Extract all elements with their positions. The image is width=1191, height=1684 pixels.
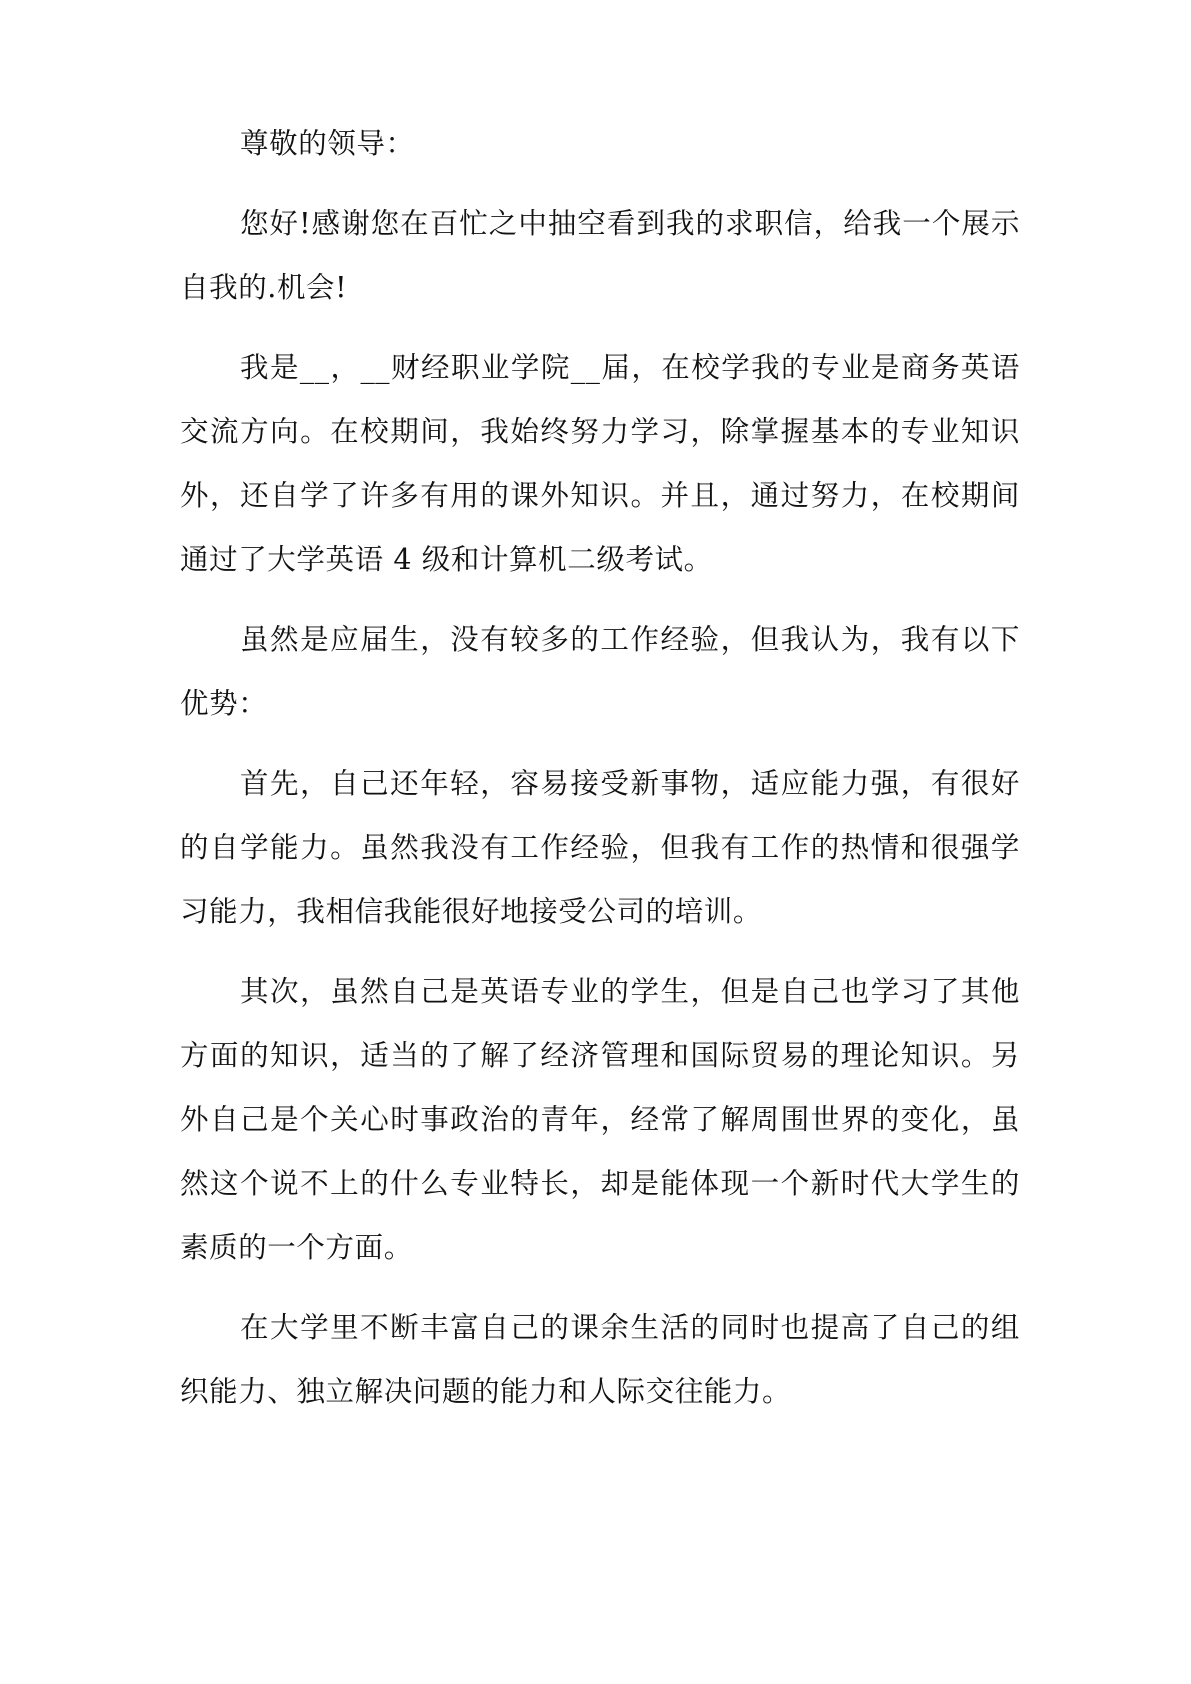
first-advantage-paragraph: 首先，自己还年轻，容易接受新事物，适应能力强，有很好的自学能力。虽然我没有工作经验，但我有工作的热情和很强学习能力，我相信我能很好地接受公司的培训。 [180,767,1020,928]
college-life-paragraph: 在大学里不断丰富自己的课余生活的同时也提高了自己的组织能力、独立解决问题的能力和人际交往能力。 [180,1311,1020,1408]
greeting-paragraph: 您好!感谢您在百忙之中抽空看到我的求职信，给我一个展示自我的.机会! [180,207,1020,304]
second-advantage-paragraph: 其次，虽然自己是英语专业的学生，但是自己也学习了其他方面的知识，适当的了解了经济管理和国际贸易的理论知识。另外自己是个关心时事政治的青年，经常了解周围世界的变化，虽然这个说不上的什么专业特长，却是能体现一个新时代大学生的素质的一个方面。 [180,975,1020,1264]
salutation: 尊敬的领导： [240,127,415,160]
advantages-intro-paragraph: 虽然是应届生，没有较多的工作经验，但我认为，我有以下优势： [180,623,1020,720]
letter-body [180,112,1020,1440]
introduction-paragraph: 我是__，__财经职业学院__届，在校学我的专业是商务英语交流方向。在校期间，我始终努力学习，除掌握基本的专业知识外，还自学了许多有用的课外知识。并且，通过努力，在校期间通过了大学英语 4 级和计算机二级考试。 [180,351,1020,576]
